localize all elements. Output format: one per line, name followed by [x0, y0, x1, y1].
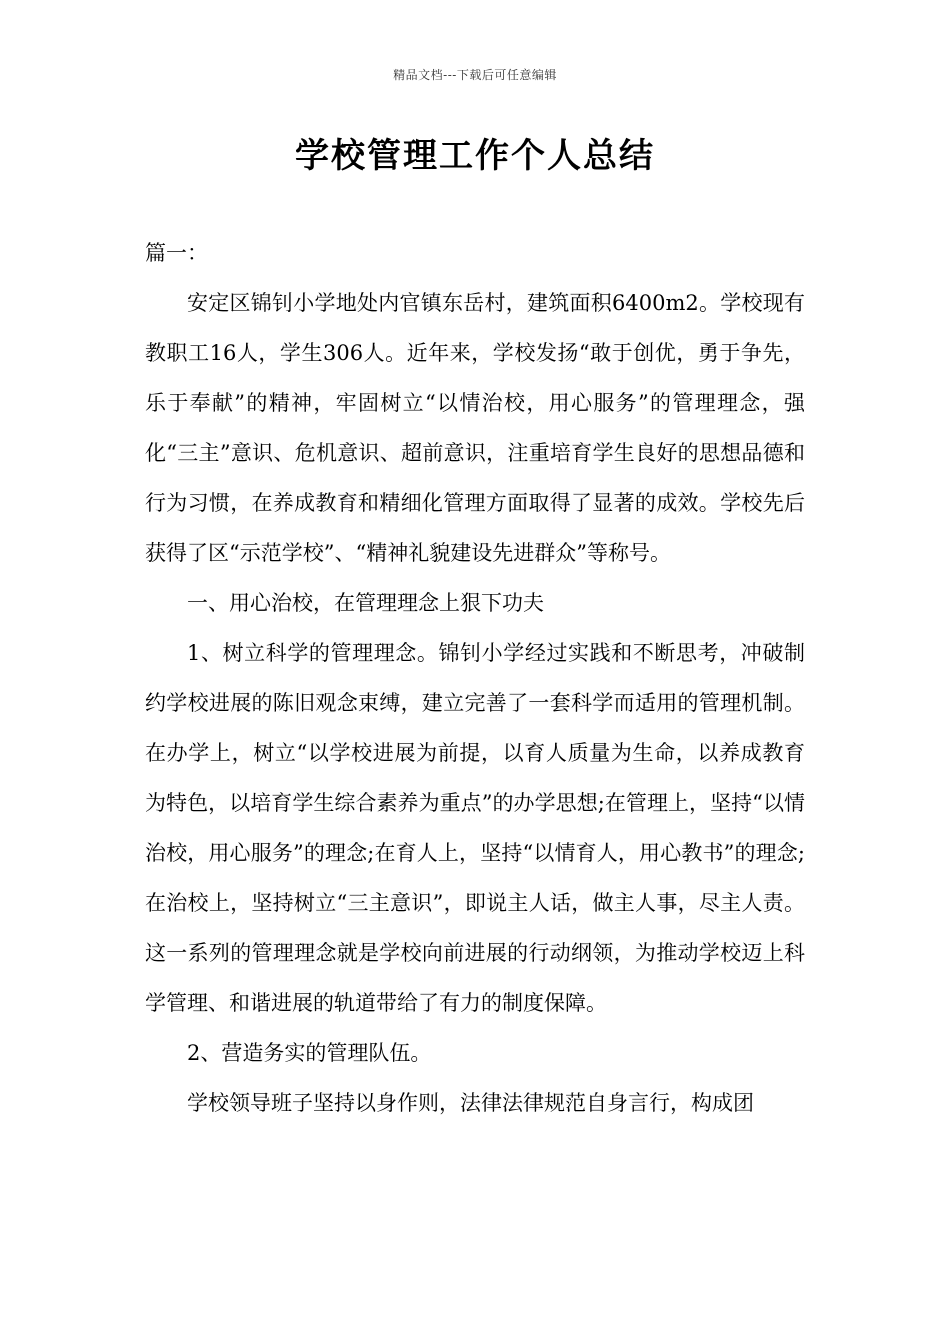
page-title: 学校管理工作个人总结 — [295, 136, 655, 176]
paragraph-management-concept: 1、树立科学的管理理念。锦钊小学经过实践和不断思考，冲破制约学校进展的陈旧观念束缚，建立完善了一套科学而适用的管理机制。在办学上，树立“以学校进展为前提，以育人质量为生命，以养成教育为特色，以培育学生综合素养为重点”的办学思想;在管理上，坚持“以情治校，用心服务”的理念;在育人上，坚持“以情育人，用心教书”的理念;在治校上，坚持树立“三主意识”，即说主人话，做主人事，尽主人责。这一系列的管理理念就是学校向前进展的行动纲领，为推动学校迈上科学管理、和谐进展的轨道带给了有力的制度保障。 — [145, 641, 805, 1015]
section-label: 篇一： — [145, 241, 208, 265]
header-note: 精品文档---下载后可任意编辑 — [393, 68, 557, 82]
section-heading-1: 一、用心治校，在管理理念上狠下功夫 — [187, 591, 544, 615]
subheading-management-team: 2、营造务实的管理队伍。 — [187, 1041, 432, 1065]
paragraph-leadership: 学校领导班子坚持以身作则，法律法律规范自身言行，构成团 — [187, 1091, 754, 1115]
paragraph-intro: 安定区锦钊小学地处内官镇东岳村，建筑面积6400m2。学校现有教职工16人，学生306人。近年来，学校发扬“敢于创优，勇于争先，乐于奉献”的精神，牢固树立“以情治校，用心服务”的管理理念，强化“三主”意识、危机意识、超前意识，注重培育学生良好的思想品德和行为习惯，在养成教育和精细化管理方面取得了显著的成效。学校先后获得了区“示范学校”、“精神礼貌建设先进群众”等称号。 — [145, 291, 805, 565]
document-body — [145, 228, 805, 1128]
